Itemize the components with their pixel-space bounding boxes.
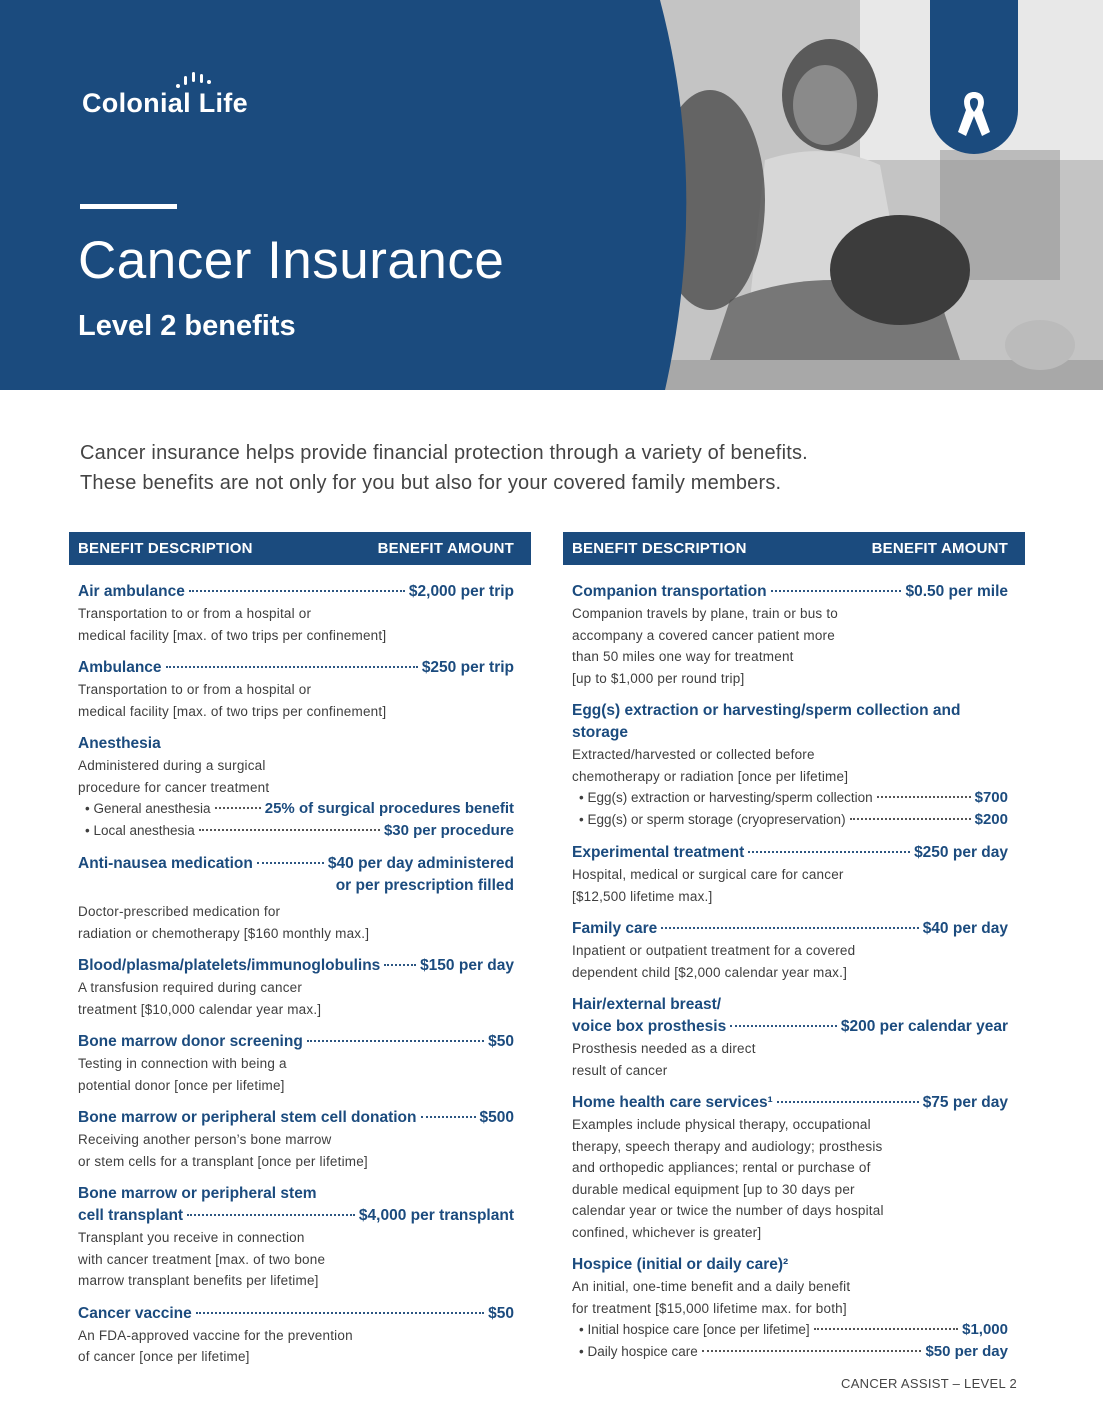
sub-benefit-label: • Daily hospice care: [579, 1344, 698, 1359]
benefit-name: Family care: [572, 920, 658, 937]
benefit-desc: Examples include physical therapy, occupational: [572, 1117, 871, 1132]
benefit-desc: therapy, speech therapy and audiology; prosthesis: [572, 1138, 883, 1154]
benefit-name: Bone marrow donor screening: [78, 1033, 303, 1050]
benefit-bone-donation: [78, 1107, 514, 1172]
benefit-air-ambulance: [78, 581, 514, 646]
benefit-amount: $250 per trip: [421, 659, 514, 676]
column-header: [563, 532, 1025, 565]
benefit-ambulance: [78, 657, 514, 722]
benefit-name: Bone marrow or peripheral stem: [78, 1185, 317, 1202]
benefit-hospice: [572, 1254, 1008, 1363]
benefit-desc: with cancer treatment [max. of two bone: [78, 1251, 326, 1267]
header-amount: BENEFIT AMOUNT: [377, 540, 514, 557]
benefit-desc: Inpatient or outpatient treatment for a covered: [572, 943, 856, 958]
benefit-name: Egg(s) extraction or harvesting/sperm collection and storage: [572, 702, 961, 741]
benefit-amount: $250 per day: [914, 844, 1008, 861]
header-banner: [0, 0, 1103, 390]
leader-dots: [730, 1025, 837, 1027]
benefit-blood: [78, 955, 514, 1020]
benefit-amount: $0.50 per mile: [905, 583, 1008, 600]
sub-benefit-label: • Initial hospice care [once per lifetime]: [579, 1322, 810, 1337]
benefit-experimental-treatment: [572, 842, 1008, 907]
benefit-desc: durable medical equipment [up to 30 days per: [572, 1181, 855, 1197]
benefit-eggs-sperm: [572, 700, 1008, 831]
sub-benefit-label: • General anesthesia: [85, 801, 211, 816]
benefit-name: Ambulance: [78, 659, 162, 676]
benefit-desc: than 50 miles one way for treatment: [572, 649, 794, 664]
page-subtitle: Level 2 benefits: [78, 310, 296, 342]
leader-dots: [877, 796, 971, 798]
benefit-desc: chemotherapy or radiation [once per lifetime]: [572, 768, 849, 784]
benefits-column-right: [563, 532, 1025, 1363]
benefit-amount: $40 per day administered: [327, 855, 514, 872]
benefit-desc: Transplant you receive in connection: [78, 1230, 305, 1245]
benefit-amount: $50: [488, 1033, 514, 1050]
benefit-desc: for treatment [$15,000 lifetime max. for both]: [572, 1300, 847, 1316]
benefit-name: Home health care services¹: [572, 1094, 773, 1111]
benefit-desc: medical facility [max. of two trips per confinement]: [78, 703, 387, 719]
benefit-family-care: [572, 918, 1008, 983]
benefit-desc: An initial, one-time benefit and a daily benefit: [572, 1279, 851, 1294]
benefit-amount: $50: [488, 1304, 514, 1322]
sub-benefit-amount: 25% of surgical procedures benefit: [264, 800, 514, 817]
benefit-prosthesis: [572, 994, 1008, 1081]
benefit-desc: of cancer [once per lifetime]: [78, 1349, 250, 1364]
sub-benefit-amount: $30 per procedure: [383, 822, 514, 839]
benefit-name: Hair/external breast/: [572, 996, 722, 1013]
benefit-amount: $150 per day: [420, 957, 514, 974]
page-title: Cancer Insurance: [78, 231, 505, 290]
sub-benefit-amount: $1,000: [962, 1321, 1008, 1338]
benefit-name: Anesthesia: [78, 735, 161, 752]
benefit-name: Companion transportation: [572, 583, 767, 600]
benefit-desc: medical facility [max. of two trips per confinement]: [78, 627, 387, 643]
benefit-desc: potential donor [once per lifetime]: [78, 1077, 285, 1093]
leader-dots: [702, 1350, 922, 1352]
header-description: BENEFIT DESCRIPTION: [78, 540, 253, 557]
benefit-desc: Administered during a surgical: [78, 758, 266, 773]
benefit-name: Experimental treatment: [572, 844, 745, 861]
intro-text: [80, 438, 980, 498]
benefit-anesthesia: [78, 733, 514, 842]
benefit-desc: Companion travels by plane, train or bus to: [572, 606, 838, 621]
intro-line-2: These benefits are not only for you but also for your covered family members.: [80, 472, 782, 494]
leader-dots: [384, 964, 416, 966]
benefit-desc: dependent child [$2,000 calendar year max.]: [572, 964, 848, 980]
leader-dots: [850, 818, 971, 820]
benefit-desc: Prosthesis needed as a direct: [572, 1041, 756, 1056]
benefit-amount: $500: [479, 1109, 514, 1126]
leader-dots: [166, 666, 418, 668]
benefit-bone-screening: [78, 1031, 514, 1096]
benefit-desc: accompany a covered cancer patient more: [572, 627, 835, 643]
benefits-column-left: [69, 532, 531, 1368]
benefit-name: Anti-nausea medication: [78, 855, 253, 872]
header-amount: BENEFIT AMOUNT: [871, 540, 1008, 557]
benefit-desc: An FDA-approved vaccine for the prevention: [78, 1327, 353, 1343]
sub-benefit-label: • Egg(s) or sperm storage (cryopreservation): [579, 812, 846, 827]
benefit-desc: Receiving another person’s bone marrow: [78, 1132, 332, 1147]
sub-benefit-amount: $50 per day: [925, 1343, 1008, 1360]
column-header: [69, 532, 531, 565]
benefit-desc: treatment [$10,000 calendar year max.]: [78, 1001, 322, 1017]
benefit-desc: A transfusion required during cancer: [78, 980, 303, 995]
benefit-name: Blood/plasma/platelets/immunoglobulins: [78, 957, 381, 974]
leader-dots: [189, 590, 405, 592]
leader-dots: [748, 851, 910, 853]
benefit-bone-transplant: [78, 1183, 514, 1292]
leader-dots: [199, 829, 380, 831]
benefit-name: Hospice (initial or daily care)²: [572, 1256, 789, 1273]
sub-benefit-amount: $700: [974, 789, 1008, 806]
benefit-desc: Doctor-prescribed medication for: [78, 904, 281, 919]
benefit-amount: $200 per calendar year: [840, 1018, 1008, 1035]
sub-benefit-amount: $200: [974, 811, 1008, 828]
benefit-name-cont: voice box prosthesis: [572, 1018, 727, 1035]
benefit-desc: radiation or chemotherapy [$160 monthly max.]: [78, 925, 370, 941]
leader-dots: [257, 862, 324, 864]
benefit-amount-cont: or per prescription filled: [335, 877, 514, 894]
benefit-desc: calendar year or twice the number of days hospital: [572, 1203, 884, 1218]
benefit-desc: [up to $1,000 per round trip]: [572, 670, 745, 686]
ribbon-badge: [930, 0, 1018, 154]
leader-dots: [187, 1214, 355, 1216]
leader-dots: [814, 1328, 959, 1330]
leader-dots: [421, 1116, 476, 1118]
benefit-name: Cancer vaccine: [78, 1304, 192, 1322]
colonial-life-logo: [82, 70, 282, 120]
leader-dots: [215, 807, 261, 809]
leader-dots: [661, 927, 918, 929]
benefit-name: Bone marrow or peripheral stem cell donation: [78, 1109, 417, 1126]
benefit-desc: or stem cells for a transplant [once per lifetime]: [78, 1153, 368, 1169]
cancer-ribbon-icon: [954, 90, 994, 138]
page-footer: CANCER ASSIST – LEVEL 2: [841, 1376, 1017, 1391]
benefit-amount: $75 per day: [922, 1094, 1008, 1111]
intro-line-1: Cancer insurance helps provide financial protection through a variety of benefits.: [80, 442, 808, 464]
benefit-amount: $2,000 per trip: [408, 583, 514, 600]
benefit-desc: Extracted/harvested or collected before: [572, 747, 815, 762]
title-rule: [80, 204, 177, 209]
leader-dots: [771, 590, 902, 592]
benefit-desc: Testing in connection with being a: [78, 1056, 287, 1071]
logo-text: Colonial Life: [82, 88, 248, 118]
benefit-desc: result of cancer: [572, 1062, 668, 1078]
sub-benefit-label: • Local anesthesia: [85, 823, 195, 838]
benefit-name: Air ambulance: [78, 583, 185, 600]
benefit-home-health: [572, 1092, 1008, 1243]
benefit-companion-transportation: [572, 581, 1008, 689]
benefit-amount: $4,000 per transplant: [358, 1207, 514, 1224]
benefit-desc: procedure for cancer treatment: [78, 779, 270, 795]
benefit-desc: Hospital, medical or surgical care for cancer: [572, 867, 844, 882]
header-description: BENEFIT DESCRIPTION: [572, 540, 747, 557]
benefit-desc: [$12,500 lifetime max.]: [572, 888, 713, 904]
benefit-desc: Transportation to or from a hospital or: [78, 606, 312, 621]
sub-benefit-label: • Egg(s) extraction or harvesting/sperm collection: [579, 790, 873, 805]
leader-dots: [307, 1040, 484, 1042]
logo-dots-icon: [174, 70, 214, 90]
benefit-desc: marrow transplant benefits per lifetime]: [78, 1273, 319, 1288]
benefit-name-cont: cell transplant: [78, 1207, 184, 1224]
benefit-desc: Transportation to or from a hospital or: [78, 682, 312, 697]
benefit-desc: and orthopedic appliances; rental or purchase of: [572, 1160, 871, 1175]
leader-dots: [196, 1312, 484, 1314]
leader-dots: [777, 1101, 919, 1103]
benefit-cancer-vaccine: [78, 1303, 514, 1368]
benefit-amount: $40 per day: [922, 920, 1008, 937]
benefit-anti-nausea: [78, 853, 514, 944]
benefit-desc: confined, whichever is greater]: [572, 1224, 762, 1240]
